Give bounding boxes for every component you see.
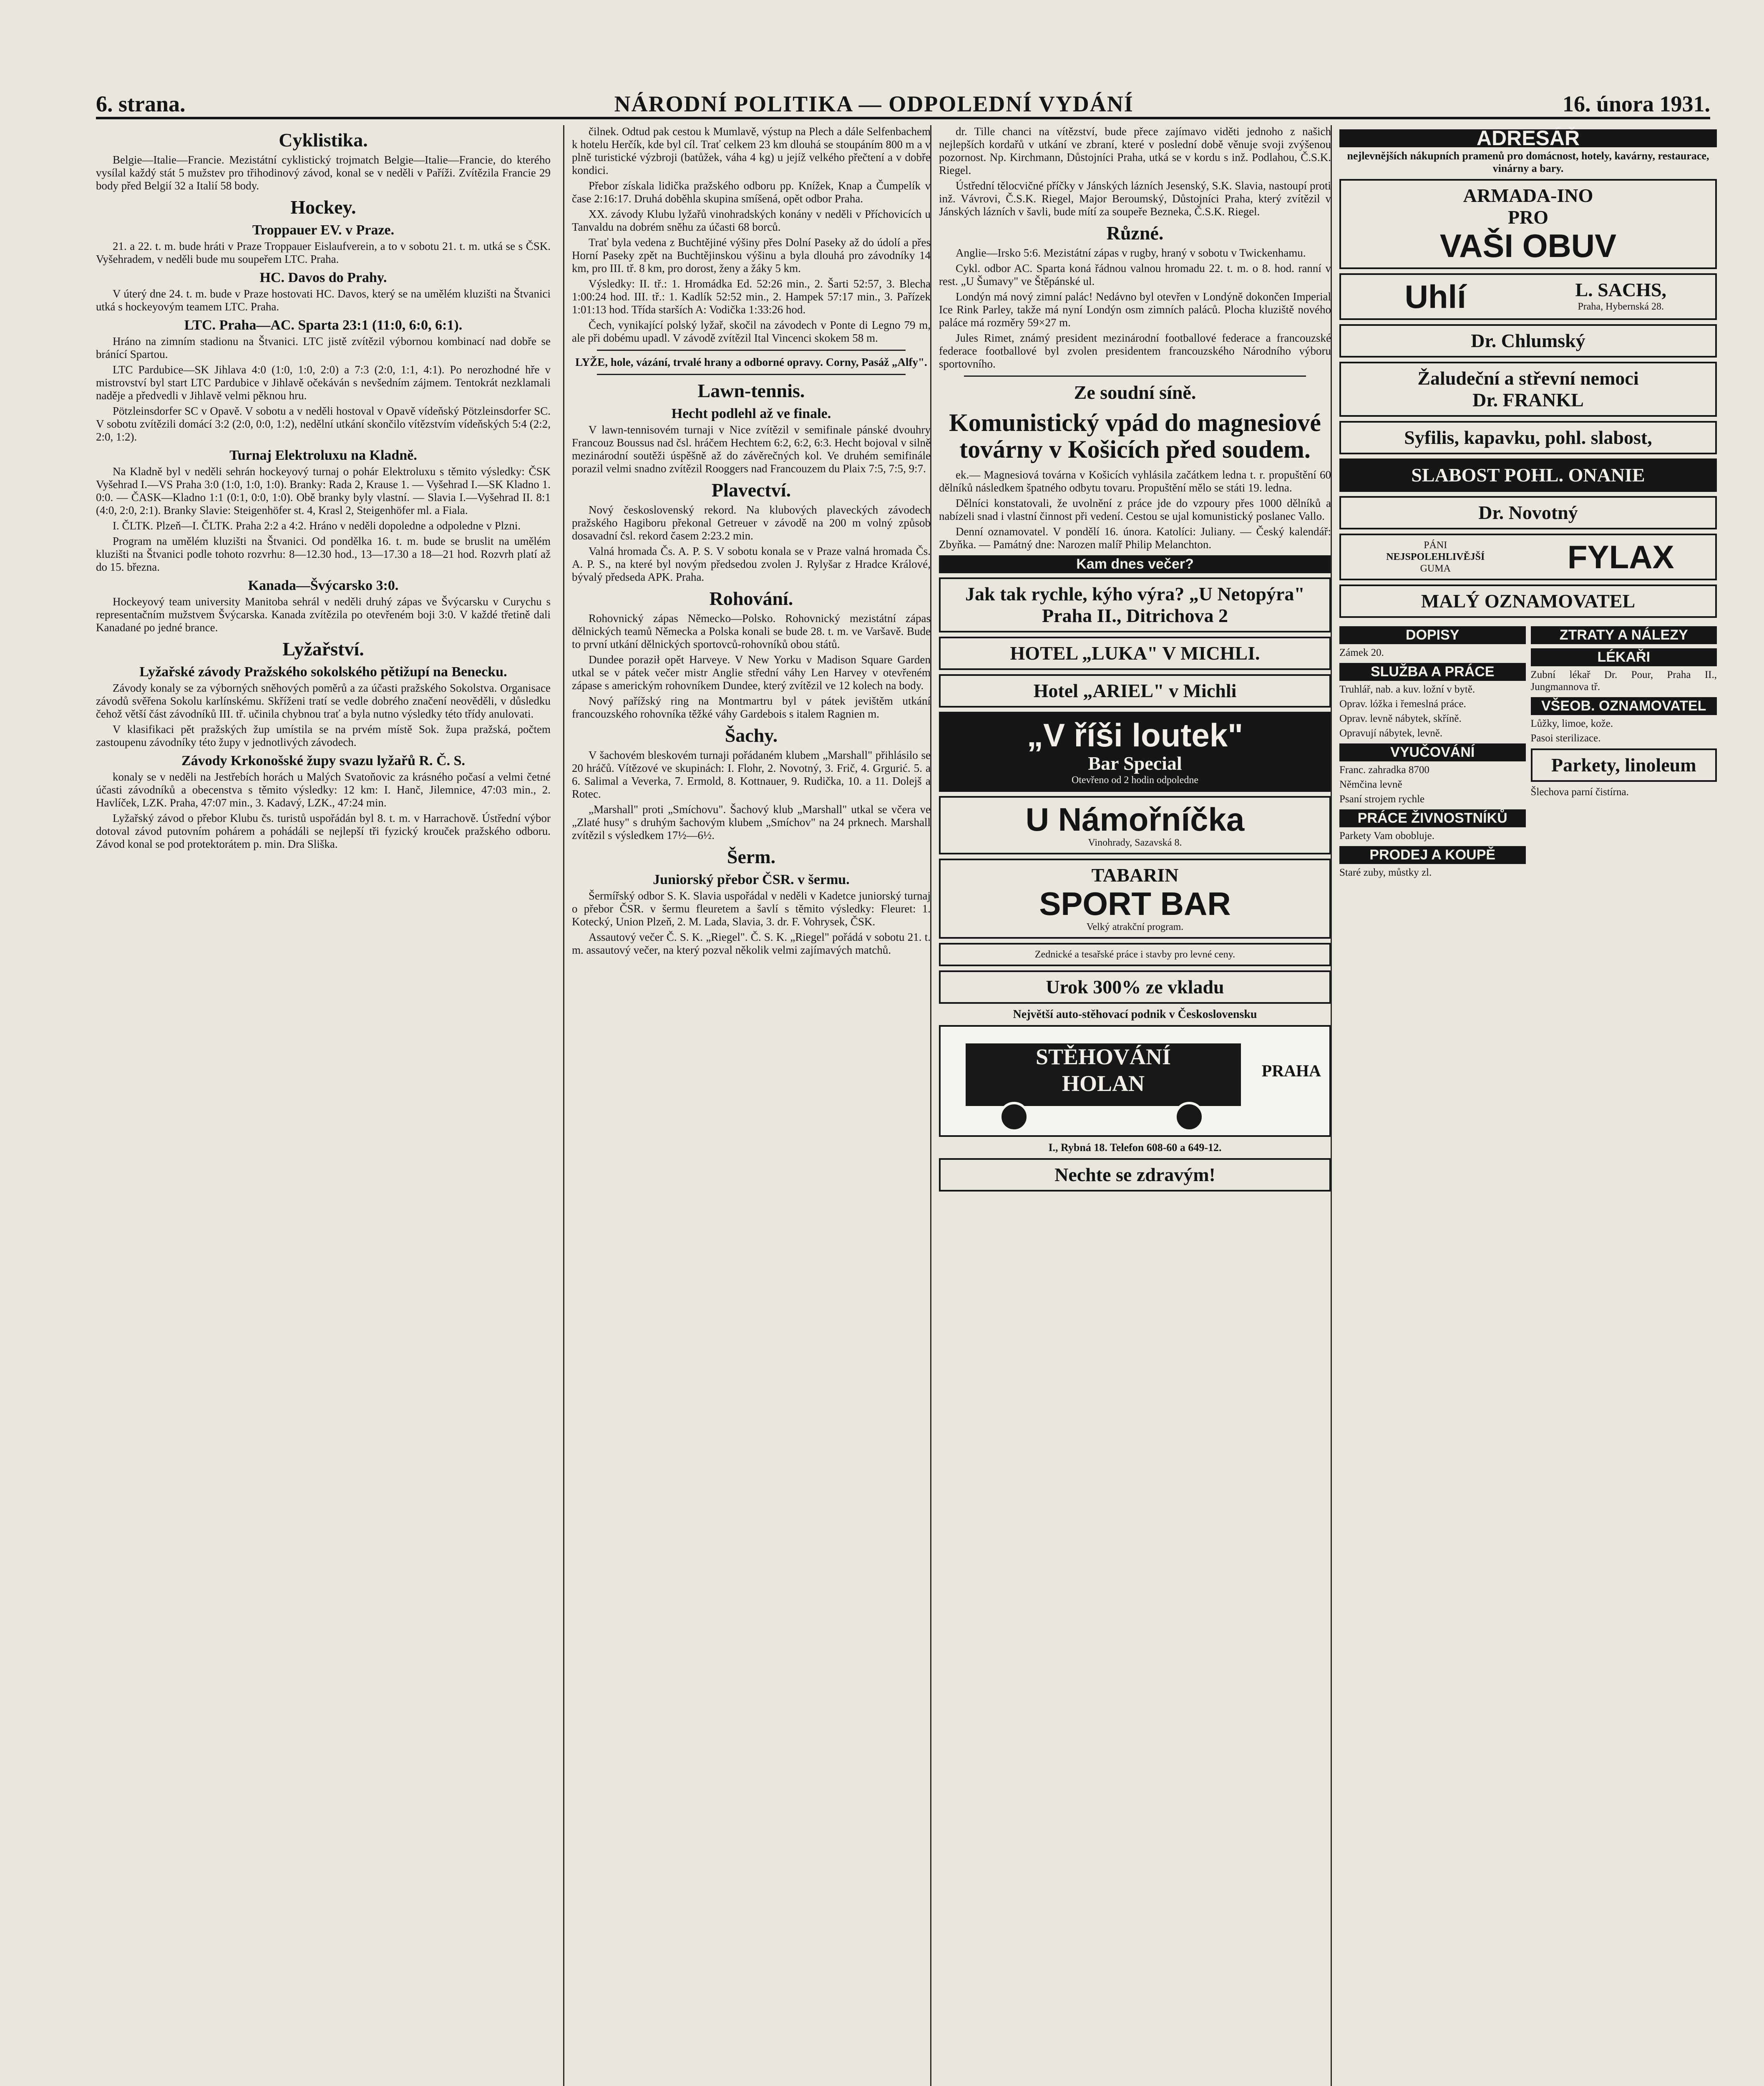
bus-wheel xyxy=(1174,1102,1204,1132)
section-title: Lawn-tennis. xyxy=(697,380,805,401)
article-paragraph: Assautový večer Č. S. K. „Riegel". Č. S. K. „Riegel" pořádá v sobotu 21. t. m. assautový večer, na který pozval několik velmi zajímavých matchů. xyxy=(572,931,931,956)
classifieds-grid xyxy=(1339,622,1717,881)
ad-text: Praha, Hybernská 28. xyxy=(1578,301,1664,312)
ad-text: GUMA xyxy=(1420,563,1451,574)
ad-slabost xyxy=(1339,459,1717,492)
classified-item: Zámek 20. xyxy=(1339,647,1384,658)
article-paragraph: Závody konaly se za výborných sněhových poměrů a za účasti pražského Sokolstva. Organisace závodů svěřena Sokolu karlínskému. Skříženi tratí se vedle dobrého značení neověděli, v důsledku čehož větší část závodníků III. tř. učinila chybnou trať a byla nutno výsledky této třídy anulovati. xyxy=(96,682,551,720)
article-paragraph: čilnek. Odtud pak cestou k Mumlavě, výstup na Plech a dále Selfenbachem k hotelu Herčík, kde byl cíl. Trať celkem 23 km dlouhá se stoupáním 800 m a v plně turistické výzbroji (batůžek, váha 4 kg) u jejíž velkého přečtení a v dobře kondici. xyxy=(572,125,931,176)
ad-holan-caption: I., Rybná 18. Telefon 608-60 a 649-12. xyxy=(1048,1141,1222,1154)
ad-u-namornicka xyxy=(939,796,1331,854)
article-headline: Troppauer EV. v Praze. xyxy=(252,222,395,238)
column-3 xyxy=(930,125,1339,2086)
ad-title: Syfilis, kapavku, pohl. slabost, xyxy=(1404,427,1652,448)
ad-armada-ino xyxy=(1339,179,1717,269)
article-paragraph: LTC Pardubice—SK Jihlava 4:0 (1:0, 1:0, 2:0) a 7:3 (2:0, 1:1, 4:1). Po nerozhodné hře v mistrovství byl start LTC Pardubice v Jihlavě očekáván s nevšedním zájmem. Tentokrát nezklamali naděje a předvedli v Jihlavě velmi pěknou hru. xyxy=(96,363,551,402)
ad-title: Parkety, linoleum xyxy=(1551,754,1696,776)
section-bar-ztraty: ZTRATY A NÁLEZY xyxy=(1531,626,1717,644)
article-paragraph: Šermířský odbor S. K. Slavia uspořádal v neděli v Kadetce juniorský turnaj o přebor ČSR. v šermu fleuretem a šavlí s těmito výsledky: Fleuret: 1. Kotecký, Union Plzeň, 2. M. Lada, Slavia, 3. dr. F. Vohrysek, ČSK. xyxy=(572,889,931,928)
ad-title: Nechte se zdravým! xyxy=(1054,1164,1215,1185)
classified-item: Šlechova parní čistírna. xyxy=(1530,786,1629,798)
ad-title: Dr. Chlumský xyxy=(1471,330,1585,351)
article-paragraph: dr. Tille chanci na vítězství, bude přece zajímavo viděti jednoho z našich nejlepších kordařů v utkání ve zbraní, které v poslední době věnuje svoji zvýšenou pozornost. Np. Kirchmann, Důstojníci Praha, utká se v kordu s inž. Podlahou, Č.S.K. Riegel. xyxy=(939,125,1331,176)
ad-fylax xyxy=(1339,534,1717,580)
article-paragraph: Londýn má nový zimní palác! Nedávno byl otevřen v Londýně dokončen Imperial Ice Rink Parley, takže má nyní Londýn osm zimních paláců. Plocha kluziště nového paláce má rozměry 59×27 m. xyxy=(939,290,1331,329)
section-bar-lekari: LÉKAŘI xyxy=(1531,648,1717,666)
article-paragraph: Přebor získala lidička pražského odboru pp. Knížek, Knap a Čumpelík v čase 2:16:17. Druhá doběhla skupina smíšená, opět odbor Praha. xyxy=(572,179,931,205)
article-paragraph: Čech, vynikající polský lyžař, skočil na závodech v Ponte di Legno 79 m, ale při dobému upadl. V závodě zvítězil Ital Vincenci skokem 58 m. xyxy=(572,319,931,344)
section-title: Ze soudní síně. xyxy=(1074,382,1196,403)
ad-title: Urok 300% ze vkladu xyxy=(1046,976,1224,998)
masthead xyxy=(96,83,1710,119)
article-paragraph: Cykl. odbor AC. Sparta koná řádnou valnou hromadu 22. t. m. o 8. hod. ranní v rest. „U Šumavy" ve Štěpánské ul. xyxy=(939,262,1331,287)
article-paragraph: Anglie—Irsko 5:6. Mezistátní zápas v rugby, hraný v sobotu v Twickenhamu. xyxy=(956,247,1306,259)
article-paragraph: Rohovnický zápas Německo—Polsko. Rohovnický mezistátní zápas dělnických teamů Německa a Polska konali se bude 28. t. m. ve Varšavě. Bude to první utkání dělnických sportovců-rohovníků obou států. xyxy=(572,612,931,650)
ad-title: „V říši loutek" xyxy=(1027,717,1243,753)
bus-illustration xyxy=(966,1043,1241,1106)
classified-item: Staré zuby, můstky zl. xyxy=(1339,867,1432,878)
classified-item: Truhlář, nab. a kuv. ložní v bytě. xyxy=(1339,684,1475,695)
ad-text: HOTEL „LUKA" V MICHLI. xyxy=(1010,642,1260,664)
article-paragraph: Program na umělém kluzišti na Štvanici. Od pondělka 16. t. m. bude se bruslit na umělém kluzišti na Štvanici podle tohoto rozvrhu: 8—12.30 hod., 13—17.30 a 18—21 hod. Rozvrh platí až do 15. března. xyxy=(96,535,551,573)
article-paragraph: Výsledky: II. tř.: 1. Hromádka Ed. 52:26 min., 2. Šarti 52:57, 3. Blecha 1:00:24 hod. III. tř.: 1. Kadlík 52:52 min., 2. Hampek 57:17 min., 3. Pařízek 1:01:13 hod. Třída starších A: Vodička 1:33:26 hod. xyxy=(572,277,931,316)
ad-text: Jak tak rychle, kýho výra? „U Netopýra" Praha II., Ditrichova 2 xyxy=(965,583,1305,626)
maly-oznamovatel-heading xyxy=(1339,584,1717,618)
article-paragraph: Valná hromada Čs. A. P. S. V sobotu konala se v Praze valná hromada Čs. A. P. S., na které byl novým předsedou zvolen J. Rylyšar z Hradce Králové, bývalý předseda APK. Praha. xyxy=(572,545,931,583)
page-number: 6. strana. xyxy=(96,91,186,116)
article-paragraph: Dundee poraził opět Harveye. V New Yorku v Madison Square Garden utkal se v pátek večer mistr Anglie střední váhy Len Harvey v otevřeném zápase s americkým rohovníkem Dundee, který zvítězil ve 12 kolech na body. xyxy=(572,653,931,692)
article-paragraph: Belgie—Italie—Francie. Mezistátní cyklistický trojmatch Belgie—Italie—Francie, do kterého vysílal každý stát 5 mužstev pro třihodinový závod, konal se v neděli v Paříži. Zvítězila Francie 29 body před Belgií 32 a Italií 58 body. xyxy=(96,154,551,192)
ad-title: Uhlí xyxy=(1404,278,1466,315)
ad-text: NEJSPOLEHLIVĚJŠÍ xyxy=(1386,552,1485,562)
article-paragraph: Denní oznamovatel. V pondělí 16. února. Katolíci: Juliany. — Český kalendář: Zbyňka. — Památný dne: Narozen malíř Philip Melanchton. xyxy=(939,525,1331,551)
section-bar-kam-dnes-vecer: Kam dnes večer? xyxy=(939,555,1331,573)
classified-item: Oprav. levně nábytek, skříně. xyxy=(1339,713,1462,724)
section-bar-dopisy: DOPISY xyxy=(1339,626,1526,644)
ad-u-netopyra xyxy=(939,577,1331,632)
ad-subtitle: TABARIN xyxy=(1091,864,1179,886)
article-paragraph: Ústřední tělocvičné příčky v Jánských lázních Jesenský, S.K. Slavia, nastoupí proti inž. Vávrovi, Č.S.K. Riegel, Major Beroumský, Důstojníci Praha, který zvítězil v Jánských lázních v šavli, bude mítí za soupeře Bezneka, Č.S.K. Riegel. xyxy=(939,179,1331,218)
ad-dr-frankl xyxy=(1339,362,1717,417)
ad-title: SPORT BAR xyxy=(1039,885,1231,922)
article-paragraph: V lawn-tennisovém turnaji v Nice zvítězil v semifinale pánské dvouhry Francouz Boussus nad čsl. hráčem Hechtem 6:2, 6:2, 6:3. Hecht bojoval v silně mezinárodní soutěži úspěšně až do závěrečných kol. Ve druhém semifinále porazil velmi snadno zvítězil Rooggers nad Francouzem du Plaix 7:5, 7:5, 9:7. xyxy=(572,423,931,475)
ad-text: PÁNI xyxy=(1424,540,1447,551)
article-paragraph: V klasifikaci pět pražských žup umístila se na prvém místě Sok. župa pražská, počtem zastoupenu závodníky této župy v jednotlivých závodech. xyxy=(96,723,551,748)
classified-item: Pasoi sterilizace. xyxy=(1530,733,1601,744)
ad-urok xyxy=(939,970,1331,1004)
ad-title: Dr. Novotný xyxy=(1478,502,1578,523)
section-title: Rohování. xyxy=(709,588,793,609)
classified-item: Psaní strojem rychle xyxy=(1339,794,1425,805)
article-paragraph: Hráno na zimním stadionu na Štvanici. LTC jistě zvítězil výbornou kombinací nad dobře se bránící Spartou. xyxy=(96,335,551,360)
article-headline: Juniorský přebor ČSR. v šermu. xyxy=(653,872,850,887)
ad-title: Žaludeční a střevní nemoci xyxy=(1417,368,1639,389)
article-headline: Kanada—Švýcarsko 3:0. xyxy=(248,578,399,593)
article-paragraph: Trať byla vedena z Buchtějiné výšiny přes Dolní Paseky až do údolí a přes Horní Paseky zpět na Buchtějinskou výšinu a byla dlouhá pro závodníky 14 km, pro III. tř. 8 km, pro dorost, ženy a žáky 5 km. xyxy=(572,236,931,275)
article-paragraph: Na Kladně byl v neděli sehrán hockeyový turnaj o pohár Elektroluxu s těmito výsledky: ČSK Vyšehrad I.—VS Praha 3:0 (1:0, 1:0, 1:0). Branky: Rada 2, Krause 1. — Vyšehrad I.—SK Kladno 1. 0:0. — ČASK—Kladno 1:1 (0:1, 0:0, 1:0). Obě branky byly vlastní. — Slavia I.—Vyšehrad II. 8:1 (4:0, 2:0, 2:1). Branky Slavie: Steigenhöfer st. 4, Krasl 2, Steigenhöfer ml. a Fiala. xyxy=(96,465,551,516)
ad-zednicke-prace xyxy=(939,943,1331,966)
ad-holan-bus xyxy=(939,1025,1331,1137)
section-title: Cyklistika. xyxy=(279,129,368,151)
bus-text-1: STĚHOVÁNÍ xyxy=(1035,1044,1171,1069)
article-paragraph: Jules Rimet, známý president mezinárodní footballové federace a francouzské federace footballové byl zvolen presidentem francouzského Národního výboru sportovního. xyxy=(939,332,1331,370)
bus-wheel xyxy=(999,1102,1029,1132)
ad-subtitle: Dr. FRANKL xyxy=(1472,389,1584,411)
article-headline: LTC. Praha—AC. Sparta 23:1 (11:0, 6:0, 6:1). xyxy=(184,317,463,333)
newspaper-title: NÁRODNÍ POLITIKA — ODPOLEDNÍ VYDÁNÍ xyxy=(614,91,1134,116)
ad-subtitle: Bar Special xyxy=(1088,753,1182,774)
bus-text-2: HOLAN xyxy=(1062,1071,1145,1096)
ad-text: Vinohrady, Sazavská 8. xyxy=(1088,837,1182,848)
section-title: Plavectví. xyxy=(711,479,791,501)
section-title: Různé. xyxy=(1106,222,1164,244)
ad-tabarin-sport-bar xyxy=(939,859,1331,939)
ad-subtitle: PRO xyxy=(1507,207,1549,228)
article-headline: Lyžařské závody Pražského sokolského pětižupí na Benecku. xyxy=(139,664,507,680)
ad-title: U Námořníčka xyxy=(1025,801,1245,838)
article-headline: HC. Davos do Prahy. xyxy=(259,270,387,285)
ad-title: SLABOST POHL. ONANIE xyxy=(1411,464,1645,486)
ad-title: FYLAX xyxy=(1567,539,1674,575)
ad-dr-chlumsky xyxy=(1339,324,1717,358)
ad-hotel-ariel xyxy=(939,674,1331,708)
article-paragraph: konaly se v neděli na Jestřebích horách u Malých Svatoňovic za krásného počasí a velmi četné účasti závodníků a obecenstva s těmito výsledky: 12 km: I. Hanč, Jilemnice, 47:03 min., 2. Havlíček, LZK. Praha, 47:07 min., 3. Kadavý, LZK., 47:24 min. xyxy=(96,771,551,809)
ad-title: ARMADA-INO xyxy=(1463,185,1593,206)
ad-nechte-se-zdravym xyxy=(939,1158,1331,1192)
article-paragraph: „Marshall" proti „Smíchovu". Šachový klub „Marshall" utkal se včera ve „Zlaté husy" s druhým šachovým klubem „Smíchov" na 24 prknech. Marshall zvítězil s výsledkem 17½—6½. xyxy=(572,803,931,841)
ad-text: Velký atrakční program. xyxy=(1086,922,1184,932)
divider xyxy=(964,375,1306,377)
article-headline: Turnaj Elektroluxu na Kladně. xyxy=(229,448,417,463)
article-paragraph: XX. závody Klubu lyžařů vinohradských konány v neděli v Příchovicích u Tanvaldu na dobrém sněhu za účasti 68 borců. xyxy=(572,208,931,233)
section-bar-prodej: PRODEJ A KOUPĚ xyxy=(1339,846,1526,864)
issue-date: 16. února 1931. xyxy=(1562,91,1710,116)
ad-text: VAŠI OBUV xyxy=(1439,227,1617,264)
section-title: Hockey. xyxy=(290,197,356,218)
article-paragraph: 21. a 22. t. m. bude hráti v Praze Troppauer Eislaufverein, a to v sobotu 21. t. m. utká se s ČSK. Vyšehradem, v neděli bude mu soupeřem LTC. Praha. xyxy=(96,240,551,265)
article-paragraph: Lyžařský závod o přebor Klubu čs. turistů uspořádán byl 8. t. m. v Harrachově. Ústřední výbor dotoval závod putovním pohárem a pohádáli se nejlepší tři fyzický krouček pražského odboru. Závod konal se pod protektorátem p. min. Dra Sliška. xyxy=(96,812,551,850)
article-paragraph: Dělníci konstatovali, že uvolnění z práce jde do vzpoury přes 1000 dělníků a nabízeli snad i vlastní činnost při vedení. Cestou se ujal komunistický poslanec Vallo. xyxy=(939,497,1331,522)
article-paragraph: Pötzleinsdorfer SC v Opavě. V sobotu a v neděli hostoval v Opavě vídeňský Pötzleinsdorfer SC. V sobotu zvítězili domácí 3:2 (2:0, 0:0, 1:2), nedělní utkání skončilo vítězstvím vídeňských 5:4 (2:2, 2:0, 1:2). xyxy=(96,405,551,443)
section-bar-vseob: VŠEOB. OZNAMOVATEL xyxy=(1531,697,1717,715)
ad-uhli-sachs xyxy=(1339,273,1717,320)
column-2 xyxy=(563,125,938,2086)
ad-text: Hotel „ARIEL" v Michli xyxy=(1033,680,1237,701)
article-headline: Hecht podlehl až ve finale. xyxy=(671,406,831,421)
section-bar-vyucovani: VYUČOVÁNÍ xyxy=(1339,743,1526,761)
ad-hotel-luka xyxy=(939,637,1331,670)
adresar-subtitle: nejlevnějších nákupních pramenů pro domácnost, hotely, kavárny, restaurace, vinárny a bary. xyxy=(1347,150,1709,174)
article-paragraph: Nový československý rekord. Na klubových plaveckých závodech pražského Hagiboru překonal Getreuer v závodě na 200 m volný způsob dosavadní čsl. rekord časem 2:23.2 min. xyxy=(572,504,931,542)
section-title: Šachy. xyxy=(725,725,778,746)
classified-item: Lůžky, limoe, kože. xyxy=(1530,718,1613,729)
classified-item: Oprav. lóžka i řemeslná práce. xyxy=(1339,698,1466,710)
small-ad: LYŽE, hole, vázání, trvalé hrany a odborné opravy. Corny, Pasáž „Alfy". xyxy=(575,356,927,368)
article-paragraph: V šachovém bleskovém turnaji pořádaném klubem „Marshall" přihlásilo se 20 hráčů. Vítězové ve skupinách: I. Flohr, 2. Novotný, 3. Frič, 4. Grgurić. 5. a 6. Salimal a Veverka, 7. Ermold, 8. Kottnauer, 9. Rudička, 10. a 11. Dolejš a Rotec. xyxy=(572,749,931,800)
ad-subtitle: L. SACHS, xyxy=(1575,279,1667,300)
column-4 xyxy=(1331,125,1717,2086)
section-bar-sluzba: SLUŽBA A PRÁCE xyxy=(1339,663,1526,681)
article-headline: Závody Krkonošské župy svazu lyžařů R. Č. S. xyxy=(181,753,466,768)
classified-item: Zubní lékař Dr. Pour, Praha II., Jungmannova tř. xyxy=(1530,669,1717,693)
classified-item: Franc. zahradka 8700 xyxy=(1339,764,1429,776)
lead-headline: Komunistický vpád do magnesiové továrny v Košicích před soudem. xyxy=(949,409,1321,463)
article-paragraph: Hockeyový team university Manitoba sehrál v neděli druhý zápas ve Švýcarsku v Curychu s representačním mužstvem Švýcarska. Kanada zvítězila po otevřeném boji 3:0. V každé třetině dali Kanadané po jedné brance. xyxy=(96,595,551,634)
ad-v-risi-loutek xyxy=(939,712,1331,792)
section-bar-zivnostniku: PRÁCE ŽIVNOSTNÍKŮ xyxy=(1339,809,1526,827)
divider xyxy=(597,374,906,375)
ad-text: Zednické a tesařské práce i stavby pro levné ceny. xyxy=(1034,949,1236,960)
section-title: Lyžařství. xyxy=(282,638,364,660)
article-paragraph: I. ČLTK. Plzeň—I. ČLTK. Praha 2:2 a 4:2. Hráno v neděli dopoledne a odpoledne v Plzni. xyxy=(113,519,521,532)
divider xyxy=(597,350,906,351)
section-title: Šerm. xyxy=(727,846,776,867)
ad-stehovani-heading: Největší auto-stěhovací podnik v Československu xyxy=(1013,1008,1257,1021)
ad-parkety xyxy=(1531,748,1717,782)
ad-text: Otevřeno od 2 hodin odpoledne xyxy=(1072,775,1198,786)
article-paragraph: ek.— Magnesiová továrna v Košicích vyhlásila začátkem ledna t. r. propuštění 60 dělníků následkem špatného odbytu tovaru. Propuštění mělo se státi 19. ledna. xyxy=(939,469,1331,494)
adresar-heading: ADRESÁŘ xyxy=(1339,129,1717,147)
classified-item: Němčina levně xyxy=(1339,779,1402,790)
ad-title: MALÝ OZNAMOVATEL xyxy=(1421,590,1636,612)
ad-syfilis xyxy=(1339,421,1717,454)
article-paragraph: Nový pařížský ring na Montmartru byl v pátek jevištěm utkání francouzského rohovníka těžké váhy Gardebois s italem Ragnien m. xyxy=(572,695,931,720)
article-paragraph: V úterý dne 24. t. m. bude v Praze hostovati HC. Davos, který se na umělém kluzišti na Štvanici utká s hockeyovým teamem LTC. Praha. xyxy=(96,287,551,313)
ad-dr-novotny xyxy=(1339,496,1717,529)
classified-item: Opravují nábytek, levně. xyxy=(1339,728,1443,739)
bus-text-3: PRAHA xyxy=(1261,1061,1321,1080)
column-1 xyxy=(96,125,559,2086)
classified-item: Parkety Vam obobluje. xyxy=(1339,830,1434,841)
